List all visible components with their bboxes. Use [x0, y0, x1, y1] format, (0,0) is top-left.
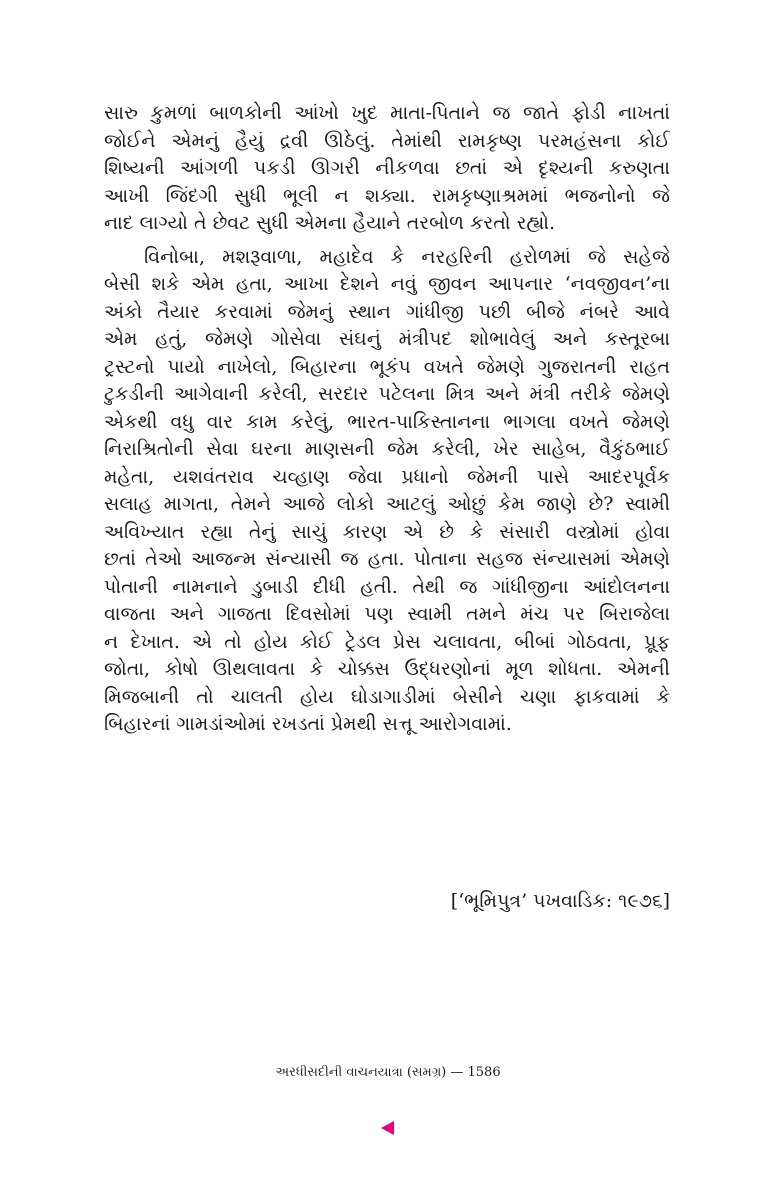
paragraph-line: બેસી શકે એમ હતા, આખા દેશને નવું જીવન આપનાર ‘નવજીવન’ના — [104, 273, 670, 295]
paragraph-line: જોઈને એમનું હૈયું દ્રવી ઊઠેલું. તેમાંથી રામકૃષ્ણ પરમહંસના કોઈ — [104, 129, 670, 152]
paragraph-line: શિષ્યની આંગળી પકડી ઊગરી નીકળવા છતાં એ દૃશ્યની કરુણતા — [104, 157, 670, 179]
paragraph-line: છતાં તેઓ આજન્મ સંન્યાસી જ હતા. પોતાના સહજ સંન્યાસમાં એમણે — [104, 548, 670, 570]
paragraph-2 — [104, 244, 670, 739]
paragraph-line: નાદ લાગ્યો તે છેવટ સુધી એમના હૈયાને તરબોળ કરતો રહ્યો. — [104, 212, 556, 234]
paragraph-1 — [104, 100, 670, 238]
page-footer: અરધીસદીની વાચનયાત્રા (સમગ્ર) — 1586 — [275, 1065, 501, 1080]
paragraph-line: ન દેખાત. એ તો હોય કોઈ ટ્રેડલ પ્રેસ ચલાવતા, બીબાં ગોઠવતા, પ્રૂફ — [104, 630, 670, 653]
paragraph-line: ટુકડીની આગેવાની કરેલી, સરદાર પટેલના મિત્ર અને મંત્રી તરીકે જેમણે — [104, 383, 670, 405]
paragraph-line: ટ્રસ્ટનો પાયો નાખેલો, બિહારના ભૂકંપ વખતે જેમણે ગુજરાતની રાહત — [104, 355, 670, 378]
source-citation: [‘ભૂમિપુત્ર’ પખવાડિક: ૧૯૭૬] — [450, 890, 670, 912]
paragraph-line: એકથી વધુ વાર કામ કરેલું, ભારત-પાકિસ્તાનના ભાગલા વખતે જેમણે — [104, 410, 670, 433]
paragraph-line: મિજબાની તો ચાલતી હોય ઘોડાગાડીમાં બેસીને ચણા ફાકવામાં કે — [104, 685, 670, 708]
paragraph-line: આખી જિંદગી સુધી ભૂલી ન શક્યા. રામકૃષ્ણાશ્રમમાં ભજનોનો જે — [104, 184, 670, 207]
paragraph-line: બિહારનાં ગામડાંઓમાં રખડતાં પ્રેમથી સત્તૂ આરોગવામાં. — [104, 713, 512, 735]
paragraph-line: એમ હતું, જેમણે ગોસેવા સંઘનું મંત્રીપદ શોભાવેલું અને કસ્તૂરબા — [104, 328, 670, 350]
triangle-left-icon[interactable] — [381, 1121, 394, 1135]
paragraph-line: અવિખ્યાત રહ્યા તેનું સાચું કારણ એ છે કે સંસારી વસ્ત્રોમાં હોવા — [104, 520, 670, 543]
paragraph-line: અંકો તૈયાર કરવામાં જેમનું સ્થાન ગાંધીજી પછી બીજે નંબરે આવે — [104, 300, 670, 323]
paragraph-line: વિનોબા, મશરૂવાળા, મહાદેવ કે નરહરિની હરોળમાં જે સહેજે — [144, 245, 670, 268]
book-page-body — [104, 100, 670, 739]
paragraph-line: નિરાશ્રિતોની સેવા ઘરના માણસની જેમ કરેલી, ખેર સાહેબ, વૈકુંઠભાઈ — [104, 438, 670, 460]
paragraph-line: વાજતા અને ગાજતા દિવસોમાં પણ સ્વામી તમને મંચ પર બિરાજેલા — [104, 603, 670, 625]
paragraph-line: જોતા, કોષો ઊથલાવતા કે ચોક્કસ ઉદ્ધરણોનાં મૂળ શોધતા. એમની — [104, 658, 670, 680]
paragraph-line: પોતાની નામનાને ડુબાડી દીધી હતી. તેથી જ ગાંધીજીના આંદોલનના — [104, 575, 670, 598]
paragraph-line: સારુ કુમળાં બાળકોની આંખો ખુદ માતા-પિતાને જ જાતે ફોડી નાખતાં — [104, 102, 670, 124]
paragraph-line: સલાહ માગતા, તેમને આજે લોકો આટલું ઓછું કેમ જાણે છે? સ્વામી — [104, 493, 670, 515]
paragraph-line: મહેતા, યશવંતરાવ ચવ્હાણ જેવા પ્રધાનો જેમની પાસે આદરપૂર્વક — [104, 465, 670, 488]
